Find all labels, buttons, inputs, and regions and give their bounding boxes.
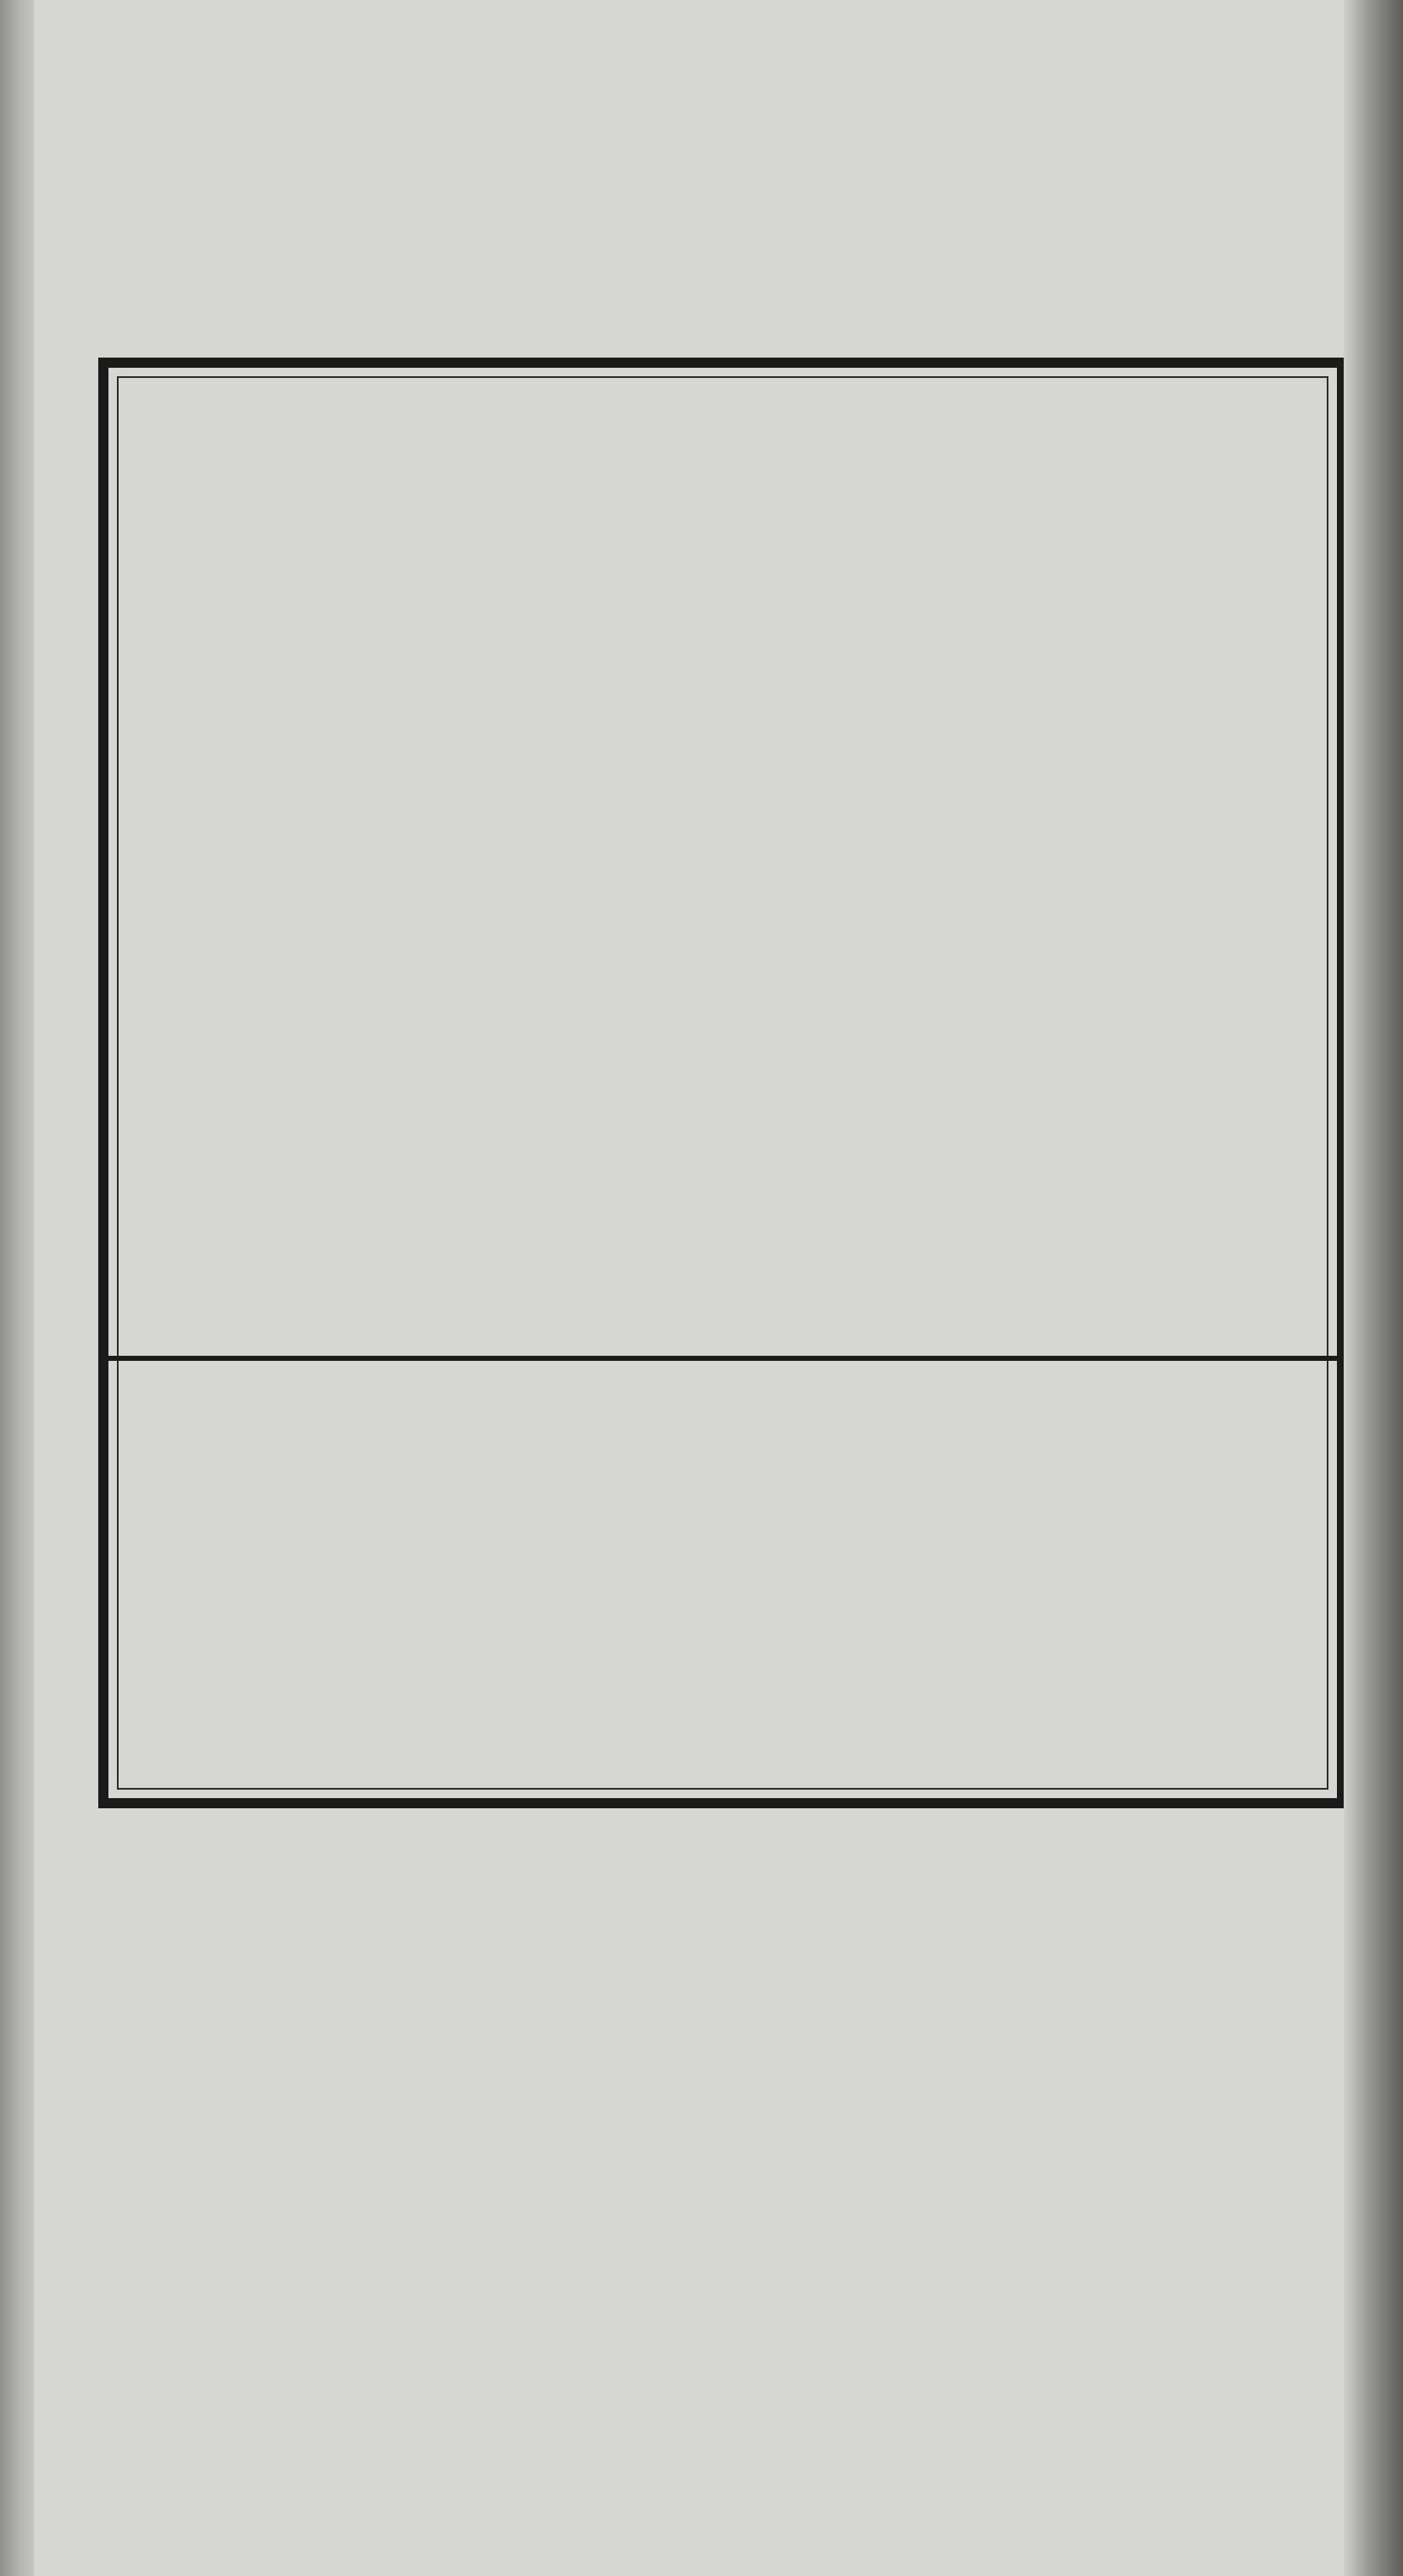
scan-left-edge bbox=[0, 0, 34, 2576]
book-page bbox=[34, 0, 1344, 2576]
lower-text-block bbox=[142, 1381, 1303, 1805]
scan-right-edge bbox=[1344, 0, 1403, 2576]
text-frame bbox=[98, 358, 1347, 1808]
upper-text-block bbox=[142, 452, 1303, 1334]
section-divider bbox=[108, 1356, 1337, 1361]
